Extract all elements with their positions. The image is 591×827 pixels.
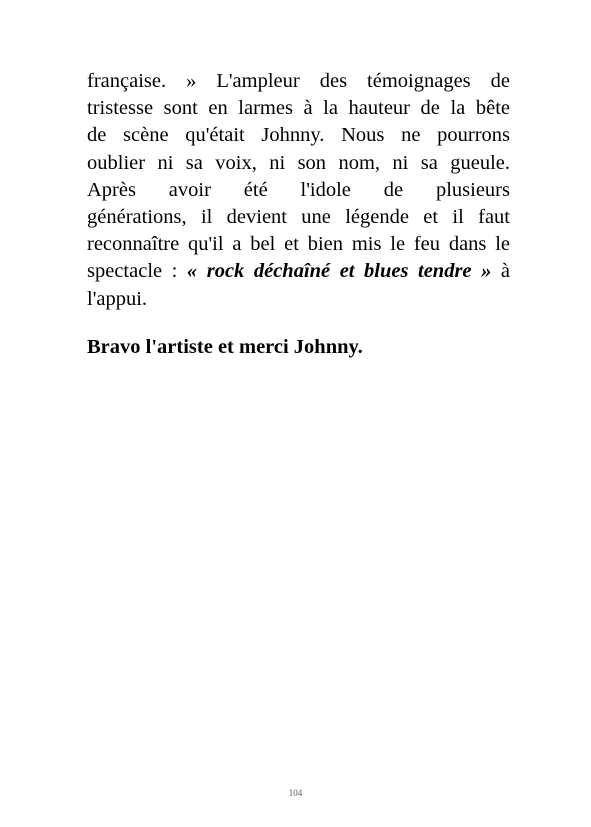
line-suffix: à [491, 260, 510, 283]
quoted-phrase: « rock déchaîné et blues tendre » [186, 260, 492, 283]
paragraph-line: l'appui. [87, 287, 148, 310]
paragraph-line: française. » L'ampleur des témoignages de [87, 70, 510, 92]
paragraph-line-with-quote [87, 258, 510, 285]
paragraph-line: Après avoir été l'idole de plusieurs [87, 178, 510, 201]
closing-line: Bravo l'artiste et merci Johnny. [87, 336, 363, 358]
line-prefix: spectacle : [87, 260, 187, 283]
paragraph-line: oublier ni sa voix, ni son nom, ni sa gueule. [87, 151, 510, 174]
paragraph-line: de scène qu'était Johnny. Nous ne pourrons [87, 124, 510, 147]
paragraph-line: reconnaître qu'il a bel et bien mis le feu dans le [87, 233, 510, 256]
paragraph-line: tristesse sont en larmes à la hauteur de la bête [87, 97, 510, 120]
paragraph-line: générations, il devient une légende et il faut [87, 206, 510, 229]
body-paragraph [87, 68, 510, 313]
page-number: 104 [288, 788, 303, 798]
